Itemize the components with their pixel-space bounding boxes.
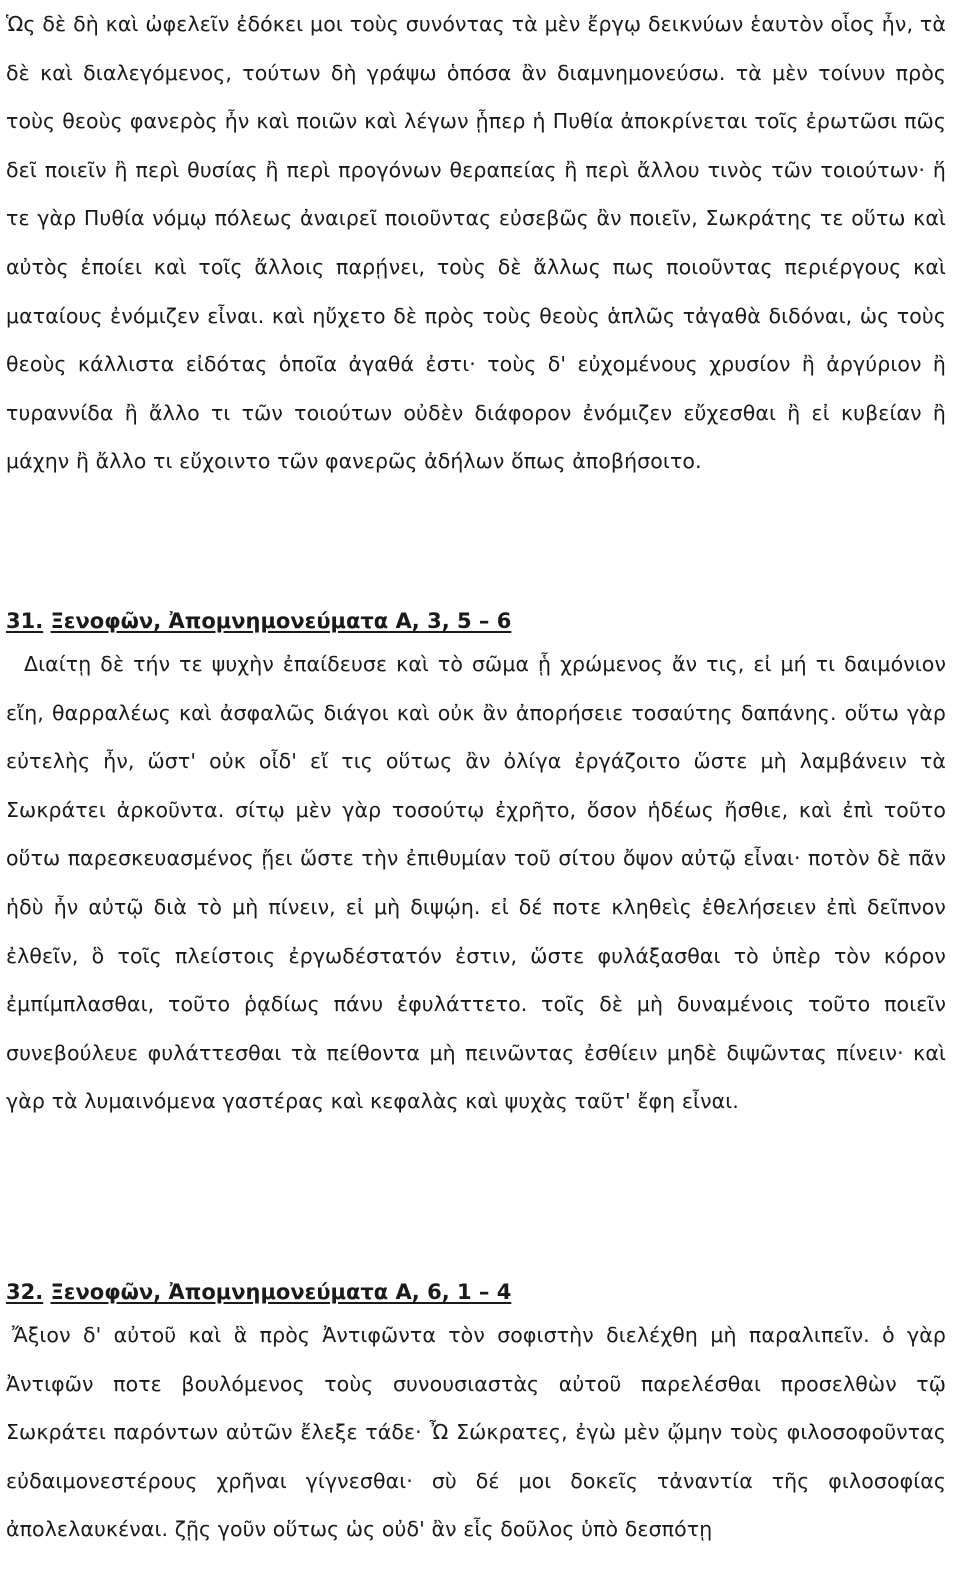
section-31-paragraph: Διαίτῃ δὲ τήν τε ψυχὴν ἐπαίδευσε καὶ τὸ σῶμα ᾗ χρώμενος ἄν τις, εἰ μή τι δαιμόνιον εἴη, θαρραλέως καὶ ἀσφαλῶς διάγοι καὶ οὐκ ἂν ἀπορήσειε τοσαύτης δαπάνης. οὕτω γὰρ εὐτελὴς ἦν, ὥστ' οὐκ οἶδ' εἴ τις οὕτως ἂν ὀλίγα ἐργάζοιτο ὥστε μὴ λαμβάνειν τὰ Σωκράτει ἀρκοῦντα. σίτῳ μὲν γὰρ τοσούτῳ ἐχρῆτο, ὅσον ἡδέως ἤσθιε, καὶ ἐπὶ τοῦτο οὕτω παρεσκευασμένος ᾔει ὥστε τὴν ἐπιθυμίαν τοῦ σίτου ὄψον αὐτῷ εἶναι· ποτὸν δὲ πᾶν ἡδὺ ἦν αὐτῷ διὰ τὸ μὴ πίνειν, εἰ μὴ διψῴη. εἰ δέ ποτε κληθεὶς ἐθελήσειεν ἐπὶ δεῖπνον ἐλθεῖν, ὃ τοῖς πλείστοις ἐργωδέστατόν ἐστιν, ὥστε φυλάξασθαι τὸ ὑπὲρ τὸν κόρον ἐμπίμπλασθαι, τοῦτο ῥᾳδίως πάνυ ἐφυλάττετο. τοῖς δὲ μὴ δυναμένοις τοῦτο ποιεῖν συνεβούλευε φυλάττεσθαι τὰ πείθοντα μὴ πεινῶντας ἐσθίειν μηδὲ διψῶντας πίνειν· καὶ γὰρ τὰ λυμαινόμενα γαστέρας καὶ κεφαλὰς καὶ ψυχὰς ταῦτ' ἔφη εἶναι. [6, 652, 946, 1114]
section-32-reference: Ξενοφῶν, Ἀπομνημονεύματα Α, 6, 1 – 4 [50, 1280, 512, 1304]
section-31-reference: Ξενοφῶν, Ἀπομνημονεύματα Α, 3, 5 – 6 [50, 609, 512, 633]
section-32-paragraph: Ἄξιον δ' αὐτοῦ καὶ ἃ πρὸς Ἀντιφῶντα τὸν σοφιστὴν διελέχθη μὴ παραλιπεῖν. ὁ γὰρ Ἀντιφῶν ποτε βουλόμενος τοὺς συνουσιαστὰς αὐτοῦ παρελέσθαι προσελθὼν τῷ Σωκράτει παρόντων αὐτῶν ἔλεξε τάδε· Ὦ Σώκρατες, ἐγὼ μὲν ᾤμην τοὺς φιλοσοφοῦντας εὐδαιμονεστέρους χρῆναι γίγνεσθαι· σὺ δέ μοι δοκεῖς τἀναντία τῆς φιλοσοφίας ἀπολελαυκέναι. ζῇς γοῦν οὕτως ὡς οὐδ' ἂν εἷς δοῦλος ὑπὸ δεσπότῃ [6, 1323, 946, 1542]
section-31-heading [6, 606, 511, 636]
section-31-number: 31. [6, 609, 44, 633]
section-32-number: 32. [6, 1280, 44, 1304]
section-32-heading [6, 1277, 511, 1307]
section-30-paragraph: Ὡς δὲ δὴ καὶ ὠφελεῖν ἐδόκει μοι τοὺς συνόντας τὰ μὲν ἔργῳ δεικνύων ἑαυτὸν οἷος ἦν, τὰ δὲ καὶ διαλεγόμενος, τούτων δὴ γράψω ὁπόσα ἂν διαμνημονεύσω. τὰ μὲν τοίνυν πρὸς τοὺς θεοὺς φανερὸς ἦν καὶ ποιῶν καὶ λέγων ᾗπερ ἡ Πυθία ἀποκρίνεται τοῖς ἐρωτῶσι πῶς δεῖ ποιεῖν ἢ περὶ θυσίας ἢ περὶ προγόνων θεραπείας ἢ περὶ ἄλλου τινὸς τῶν τοιούτων· ἥ τε γὰρ Πυθία νόμῳ πόλεως ἀναιρεῖ ποιοῦντας εὐσεβῶς ἂν ποιεῖν, Σωκράτης τε οὕτω καὶ αὐτὸς ἐποίει καὶ τοῖς ἄλλοις παρῄνει, τοὺς δὲ ἄλλως πως ποιοῦντας περιέργους καὶ ματαίους ἐνόμιζεν εἶναι. καὶ ηὔχετο δὲ πρὸς τοὺς θεοὺς ἁπλῶς τἀγαθὰ διδόναι, ὡς τοὺς θεοὺς κάλλιστα εἰδότας ὁποῖα ἀγαθά ἐστι· τοὺς δ' εὐχομένους χρυσίον ἢ ἀργύριον ἢ τυραννίδα ἢ ἄλλο τι τῶν τοιούτων οὐδὲν διάφορον ἐνόμιζεν εὔχεσθαι ἢ εἰ κυβείαν ἢ μάχην ἢ ἄλλο τι εὔχοιντο τῶν φανερῶς ἀδήλων ὅπως ἀποβήσοιτο. [6, 12, 946, 474]
